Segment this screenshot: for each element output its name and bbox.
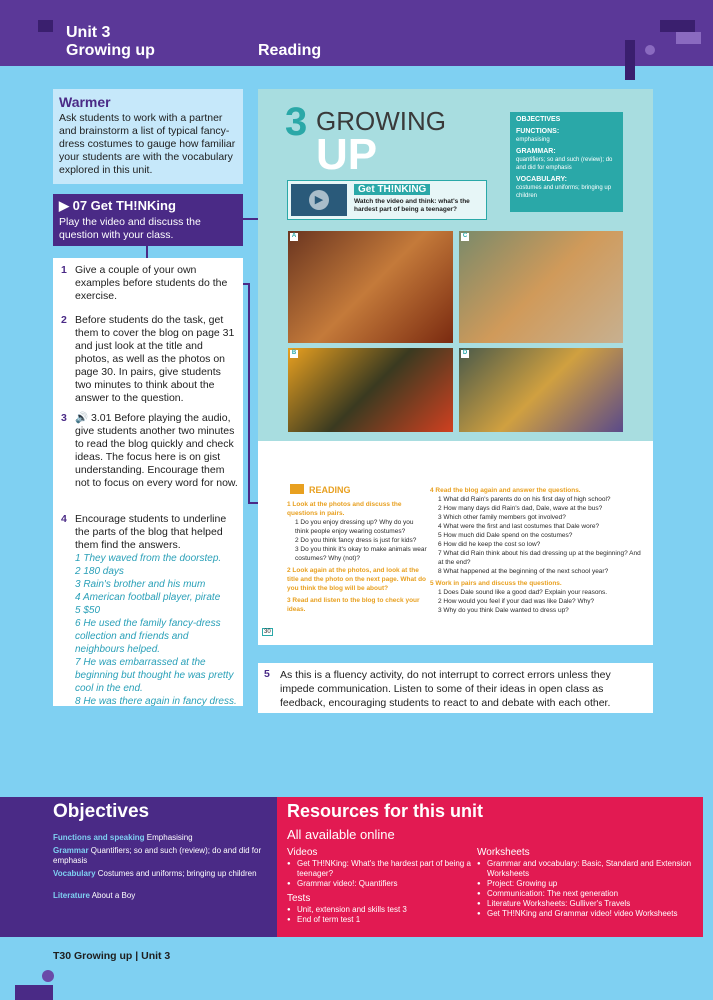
video-thumbnail[interactable] (291, 184, 347, 216)
book-title-growing: GROWING (316, 106, 446, 136)
unit-title: Unit 3 Growing up (66, 24, 155, 59)
decor-square (38, 20, 53, 32)
book-title-up: UP (316, 130, 378, 179)
book-unit-number: 3 (285, 100, 308, 144)
step-1: 1 Give a couple of your own examples before students do the exercise. (61, 264, 228, 302)
objective-vocabulary: Vocabulary Costumes and uniforms; bringing up children (53, 869, 257, 878)
step-2: 2 Before students do the task, get them to cover the blog on page 31 and just look at the title and photos, as well as the photos on page 30. In pairs, give students two minutes to think about the answer to the question. (61, 314, 235, 404)
decor-square (676, 32, 701, 44)
decor-square (660, 20, 695, 32)
step-5: 5 As this is a fluency activity, do not interrupt to correct errors unless they impede communication. Listen to some of their ideas in open class as feedback, encouraging students to react to and debate with each other. (258, 663, 653, 713)
book-right-column: 4 Read the blog again and answer the questions. 1 What did Rain's parents do on his first day of high school? 2 How many days did Rain's dad, Dale, wave at the bus? 3 Which other family members got involved? 4 What were the first and last costumes that Dale wore? 5 How much did Dale spend on the costumes? 6 How did he keep the cost so low? 7 What did Rain think about his dad dressing up at the beginning? And at the end? 8 What happened at the beginning of the next school year? 5 Work in pairs and discuss the questions. 1 Does Dale sound like a good dad? Explain your reasons. 2 How would you feel if your dad was like Dale? Why? 3 Why do you think Dale wanted to dress up? (430, 487, 641, 614)
resources-title: Resources for this unit (287, 801, 484, 821)
step-3: 3 🔊 3.01 Before playing the audio, give students another two minutes to read the blog quickly and check ideas. The focus here is on gist understanding. Encourage them not to focus on every word for now. (61, 412, 238, 489)
warmer-text: Ask students to work with a partner and brainstorm a list of typical fancy-dress costumes to gauge how familiar your students are with the vocabulary explored in this unit. (59, 112, 236, 176)
videos-list: ● Get TH!NKing: What's the hardest part of being a teenager? ● Grammar video!: Quantifiers (287, 859, 477, 889)
decor-square (15, 985, 53, 1000)
warmer-title: Warmer (59, 94, 111, 110)
get-thinking-text: Play the video and discuss the question with your class. (59, 216, 201, 241)
section-title: Reading (258, 42, 322, 59)
resources-subtitle: All available online (287, 827, 395, 842)
get-thinking-title: ▶ 07 Get TH!NKing (59, 198, 176, 213)
answer-list: 1 They waved from the doorstep. 2 180 days 3 Rain's brother and his mum 4 American football player, pirate 5 $50 6 He used the family fancy-dress collection and friends and neighbours helped. 7 He was embarrassed at the beginning but thought he was pretty cool in the end. 8 He was there again in fancy dress. (75, 553, 237, 707)
play-icon[interactable]: ▶ (309, 190, 329, 210)
connector-line (248, 283, 250, 503)
worksheets-list: ● Grammar and vocabulary: Basic, Standard and Extension Worksheets ● Project: Growing up ● Communication: The next generation ● Literature Worksheets: Gulliver's Travels ● Get TH!NKing and Grammar video! video Worksheets (477, 859, 692, 919)
page-footer: T30 Growing up | Unit 3 (53, 950, 171, 962)
videos-heading: Videos (287, 847, 318, 858)
worksheets-heading: Worksheets (477, 847, 530, 858)
book-page-number: 30 (264, 629, 271, 635)
connector-line (146, 246, 148, 258)
photo-a: A (288, 231, 453, 343)
decor-bar (625, 40, 635, 80)
reading-icon (290, 484, 304, 494)
video-text: Watch the video and think: what's the hardest part of being a teenager? (354, 198, 470, 213)
tests-heading: Tests (287, 893, 311, 904)
photo-c: C (459, 231, 623, 343)
decor-dot (42, 970, 54, 982)
warmer-box (53, 89, 243, 184)
objective-functions: Functions and speaking Emphasising (53, 833, 193, 842)
resources-panel (277, 797, 703, 937)
video-banner[interactable] (287, 180, 487, 220)
photo-d: D (459, 348, 623, 432)
objective-literature: Literature About a Boy (53, 891, 136, 900)
reading-heading: READING (309, 485, 351, 495)
step-4: 4 Encourage students to underline the parts of the blog that helped them find the answers. 1 They waved from the doorstep. 2 180 days 3 Rain's brother and his mum 4 American football player, pirate 5 $50 6 He used the family fancy-dress collection and friends and neighbours helped. 7 He was embarrassed at the beginning but thought he was pretty cool in the end. 8 He was there again in fancy dress. (61, 513, 239, 708)
book-objectives: OBJECTIVES FUNCTIONS: emphasising GRAMMAR: quantifiers; so and such (review); do and did for emphasis VOCABULARY: costumes and uniforms; bringing up children (510, 112, 623, 212)
objectives-title: Objectives (53, 801, 150, 822)
photo-b: B (288, 348, 453, 432)
video-title: Get TH!NKING (354, 184, 430, 195)
teacher-notes (53, 258, 243, 706)
get-thinking-box (53, 194, 243, 246)
decor-dot (645, 45, 655, 55)
objective-grammar: Grammar Quantifiers; so and such (review); do and did for emphasis (53, 846, 262, 865)
book-left-column: 1 Look at the photos and discuss the questions in pairs. 1 Do you enjoy dressing up? Why do you think people enjoy wearing costumes? 2 Do you think fancy dress is just for kids? 3 Do you think it's okay to make animals wear costumes? Why (not)? 2 Look again at the photos, and look at the title and the photo on the next page. What do you think the blog will be about? 3 Read and listen to the blog to check your ideas. (287, 501, 427, 613)
objectives-panel (0, 797, 277, 937)
tests-list: ● Unit, extension and skills test 3 ● End of term test 1 (287, 905, 477, 925)
